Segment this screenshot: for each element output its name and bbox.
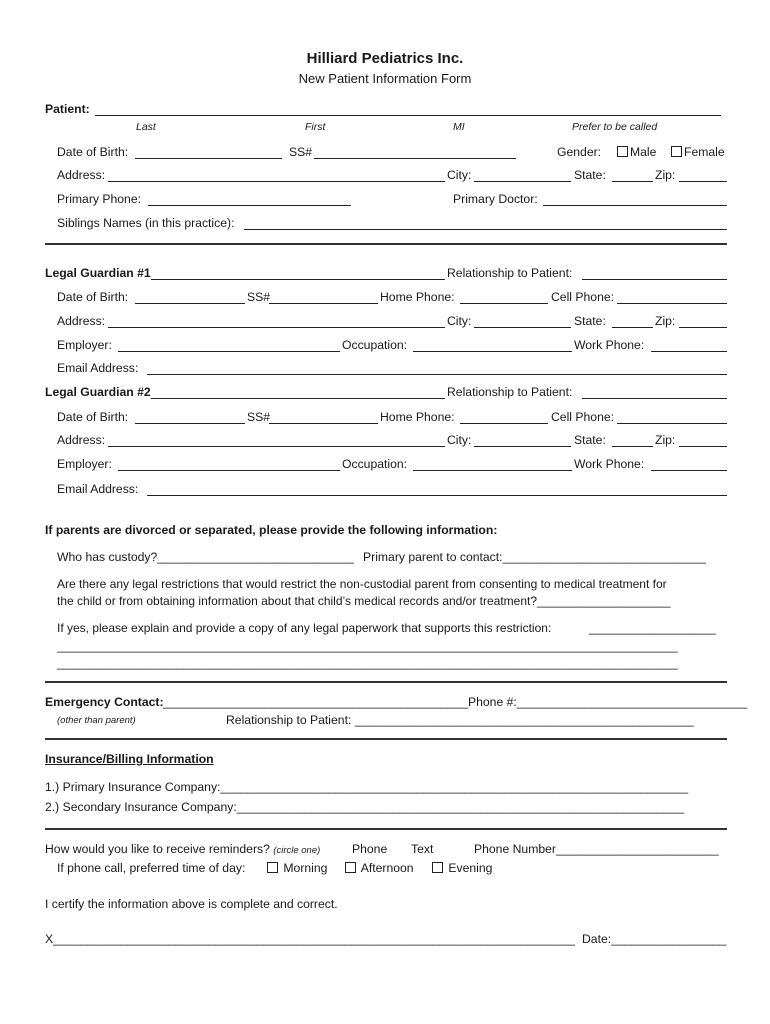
guardian1-dob-label: Date of Birth: bbox=[57, 290, 129, 304]
guardian1-state-label: State: bbox=[574, 314, 606, 328]
section-divider bbox=[45, 828, 727, 830]
guardian1-dob-field[interactable] bbox=[135, 303, 245, 304]
patient-sub-mi: MI bbox=[453, 121, 465, 133]
guardian2-email-label: Email Address: bbox=[57, 482, 139, 496]
guardian1-zip-label: Zip: bbox=[655, 314, 676, 328]
guardian1-cell-phone-label: Cell Phone: bbox=[551, 290, 615, 304]
guardian2-name-field[interactable] bbox=[151, 398, 445, 399]
guardian2-employer-label: Employer: bbox=[57, 457, 112, 471]
morning-label: Morning bbox=[283, 861, 328, 875]
guardian2-cell-phone-label: Cell Phone: bbox=[551, 410, 615, 424]
female-option[interactable] bbox=[671, 145, 725, 159]
siblings-field[interactable] bbox=[244, 229, 727, 230]
patient-label: Patient: bbox=[45, 102, 90, 116]
custody-field[interactable]: Who has custody?_____________________________ bbox=[57, 550, 354, 564]
primary-parent-field[interactable]: Primary parent to contact:______________________________ bbox=[363, 550, 706, 564]
evening-label: Evening bbox=[448, 861, 493, 875]
guardian1-cell-phone-field[interactable] bbox=[617, 303, 727, 304]
guardian2-state-field[interactable] bbox=[612, 446, 653, 447]
certify-statement: I certify the information above is complete and correct. bbox=[45, 897, 338, 911]
patient-doctor-label: Primary Doctor: bbox=[453, 192, 538, 206]
guardian1-occupation-field[interactable] bbox=[413, 351, 572, 352]
guardian1-home-phone-field[interactable] bbox=[460, 303, 548, 304]
guardian2-address-field[interactable] bbox=[108, 446, 445, 447]
guardian1-email-label: Email Address: bbox=[57, 361, 139, 375]
patient-phone-field[interactable] bbox=[148, 205, 351, 206]
emergency-name-field[interactable]: _____________________________________________ bbox=[163, 695, 469, 709]
guardian2-occupation-field[interactable] bbox=[413, 470, 572, 471]
guardian2-dob-label: Date of Birth: bbox=[57, 410, 129, 424]
patient-doctor-field[interactable] bbox=[543, 205, 727, 206]
patient-city-label: City: bbox=[447, 168, 472, 182]
patient-address-label: Address: bbox=[57, 168, 106, 182]
patient-state-label: State: bbox=[574, 168, 606, 182]
siblings-label: Siblings Names (in this practice): bbox=[57, 216, 235, 230]
guardian2-work-phone-field[interactable] bbox=[651, 470, 727, 471]
guardian1-employer-field[interactable] bbox=[118, 351, 340, 352]
guardian2-city-label: City: bbox=[447, 433, 472, 447]
reminders-question-text: How would you like to receive reminders? bbox=[45, 842, 270, 856]
morning-checkbox-icon[interactable] bbox=[267, 862, 278, 873]
explain-line-2[interactable]: _____________________________________________________________________________________________ bbox=[57, 656, 678, 670]
patient-sub-first: First bbox=[305, 121, 326, 133]
explain-label: If yes, please explain and provide a copy of any legal paperwork that supports this restriction: bbox=[57, 621, 552, 635]
guardian1-ss-label: SS# bbox=[247, 290, 271, 304]
patient-name-field[interactable] bbox=[95, 115, 721, 116]
insurance-heading: Insurance/Billing Information bbox=[45, 752, 214, 766]
patient-ss-label: SS# bbox=[289, 145, 313, 159]
guardian2-email-field[interactable] bbox=[147, 495, 727, 496]
primary-insurance-field[interactable]: 1.) Primary Insurance Company:_____________________________________________________________________ bbox=[45, 780, 689, 794]
guardian2-cell-phone-field[interactable] bbox=[617, 423, 727, 424]
patient-sub-prefer: Prefer to be called bbox=[572, 121, 658, 133]
male-option[interactable] bbox=[617, 145, 656, 159]
reminder-option-phone[interactable]: Phone bbox=[352, 842, 388, 856]
patient-phone-label: Primary Phone: bbox=[57, 192, 141, 206]
restrict-question-line1: Are there any legal restrictions that would restrict the non-custodial parent from consenting to medical treatment for bbox=[57, 577, 667, 591]
male-checkbox-icon[interactable] bbox=[617, 146, 628, 157]
guardian1-city-label: City: bbox=[447, 314, 472, 328]
guardian2-home-phone-field[interactable] bbox=[460, 423, 548, 424]
reminders-question bbox=[45, 842, 320, 858]
explain-line-1[interactable]: _____________________________________________________________________________________________ bbox=[57, 639, 678, 653]
guardian2-state-label: State: bbox=[574, 433, 606, 447]
evening-option[interactable] bbox=[432, 861, 492, 875]
afternoon-label: Afternoon bbox=[360, 861, 414, 875]
patient-address-field[interactable] bbox=[108, 181, 445, 182]
guardian2-zip-field[interactable] bbox=[679, 446, 727, 447]
emergency-relationship-field[interactable]: Relationship to Patient: __________________________________________________ bbox=[226, 713, 694, 727]
evening-checkbox-icon[interactable] bbox=[432, 862, 443, 873]
guardian2-relationship-field[interactable] bbox=[582, 398, 727, 399]
guardian1-address-field[interactable] bbox=[108, 327, 445, 328]
form-subtitle: New Patient Information Form bbox=[298, 71, 472, 86]
guardian2-address-label: Address: bbox=[57, 433, 106, 447]
pref-time-label: If phone call, preferred time of day: bbox=[57, 861, 246, 875]
guardian2-employer-field[interactable] bbox=[118, 470, 340, 471]
section-divider bbox=[45, 243, 727, 245]
guardian2-dob-field[interactable] bbox=[135, 423, 245, 424]
guardian2-occupation-label: Occupation: bbox=[342, 457, 408, 471]
guardian2-label: Legal Guardian #2 bbox=[45, 385, 151, 399]
guardian2-ss-field[interactable] bbox=[269, 423, 378, 424]
afternoon-option[interactable] bbox=[345, 861, 414, 875]
guardian1-occupation-label: Occupation: bbox=[342, 338, 408, 352]
guardian2-home-phone-label: Home Phone: bbox=[380, 410, 455, 424]
guardian1-employer-label: Employer: bbox=[57, 338, 112, 352]
afternoon-checkbox-icon[interactable] bbox=[345, 862, 356, 873]
section-divider bbox=[45, 681, 727, 683]
guardian1-work-phone-label: Work Phone: bbox=[574, 338, 645, 352]
guardian1-relationship-field[interactable] bbox=[582, 279, 727, 280]
patient-state-field[interactable] bbox=[612, 181, 653, 182]
date-field[interactable]: Date:_________________ bbox=[582, 932, 727, 946]
female-label: Female bbox=[684, 145, 725, 159]
morning-option[interactable] bbox=[267, 861, 327, 875]
guardian1-ss-field[interactable] bbox=[269, 303, 378, 304]
guardian1-work-phone-field[interactable] bbox=[651, 351, 727, 352]
emergency-phone-field[interactable]: Phone #:__________________________________ bbox=[468, 695, 748, 709]
restrict-question-line2[interactable]: the child or from obtaining information about that child’s medical records and/or treatment?____________________ bbox=[57, 594, 671, 608]
patient-gender-label: Gender: bbox=[557, 145, 602, 159]
guardian1-city-field[interactable] bbox=[474, 327, 571, 328]
patient-sub-last: Last bbox=[136, 121, 156, 133]
guardian2-city-field[interactable] bbox=[474, 446, 571, 447]
emergency-note: (other than parent) bbox=[57, 715, 136, 726]
guardian1-home-phone-label: Home Phone: bbox=[380, 290, 455, 304]
guardian1-relationship-label: Relationship to Patient: bbox=[447, 266, 573, 280]
guardian2-ss-label: SS# bbox=[247, 410, 271, 424]
guardian1-label: Legal Guardian #1 bbox=[45, 266, 151, 280]
guardian1-zip-field[interactable] bbox=[679, 327, 727, 328]
patient-zip-label: Zip: bbox=[655, 168, 676, 182]
patient-dob-label: Date of Birth: bbox=[57, 145, 129, 159]
reminder-phone-number-field[interactable]: Phone Number________________________ bbox=[474, 842, 719, 856]
male-label: Male bbox=[630, 145, 657, 159]
form-title: Hilliard Pediatrics Inc. bbox=[306, 50, 464, 67]
guardian2-relationship-label: Relationship to Patient: bbox=[447, 385, 573, 399]
guardian1-state-field[interactable] bbox=[612, 327, 653, 328]
patient-city-field[interactable] bbox=[474, 181, 571, 182]
emergency-label: Emergency Contact: bbox=[45, 695, 164, 709]
patient-dob-field[interactable] bbox=[135, 158, 282, 159]
patient-zip-field[interactable] bbox=[679, 181, 727, 182]
divorce-heading: If parents are divorced or separated, please provide the following information: bbox=[45, 523, 498, 537]
secondary-insurance-field[interactable]: 2.) Secondary Insurance Company:__________________________________________________________________ bbox=[45, 800, 685, 814]
section-divider bbox=[45, 738, 727, 740]
guardian2-zip-label: Zip: bbox=[655, 433, 676, 447]
female-checkbox-icon[interactable] bbox=[671, 146, 682, 157]
explain-field[interactable]: ___________________ bbox=[589, 621, 716, 635]
guardian1-address-label: Address: bbox=[57, 314, 106, 328]
signature-field[interactable]: X_____________________________________________________________________________ bbox=[45, 932, 576, 946]
circle-one-note: (circle one) bbox=[273, 845, 321, 856]
guardian1-name-field[interactable] bbox=[151, 279, 445, 280]
reminder-option-text[interactable]: Text bbox=[411, 842, 434, 856]
patient-ss-field[interactable] bbox=[314, 158, 516, 159]
guardian1-email-field[interactable] bbox=[147, 374, 727, 375]
guardian2-work-phone-label: Work Phone: bbox=[574, 457, 645, 471]
